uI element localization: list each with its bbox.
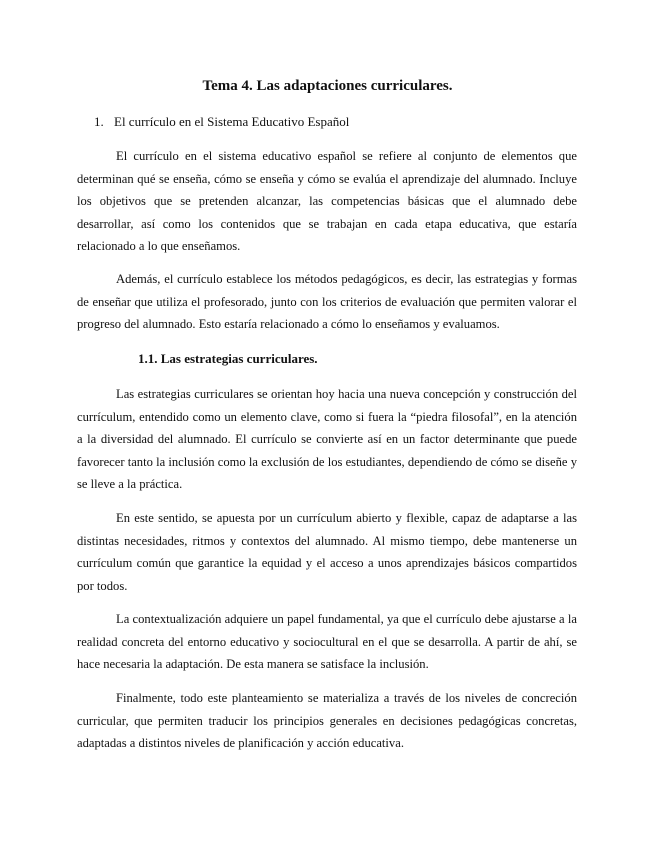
section-heading-text: El currículo en el Sistema Educativo Español — [114, 114, 350, 129]
paragraph-curriculum-abierto: En este sentido, se apuesta por un currículum abierto y flexible, capaz de adaptarse a las distintas necesidades, ritmos y contextos del alumnado. Al mismo tiempo, debe mantenerse un currículum común que garantice la equidad y el acceso a unos aprendizajes básicos compartidos por todos. — [77, 511, 577, 593]
paragraph-curriculo-definicion: El currículo en el sistema educativo español se refiere al conjunto de elementos que determinan qué se enseña, cómo se enseña y cómo se evalúa el aprendizaje del alumnado. Incluye los objetivos que se pretenden alcanzar, las competencias básicas que el alumnado debe desarrollar, así como los contenidos que se trabajan en cada etapa educativa, que estaría relacionado a lo que enseñamos. — [77, 149, 577, 253]
document-title: Tema 4. Las adaptaciones curriculares. — [202, 78, 453, 94]
paragraph-niveles-concrecion: Finalmente, todo este planteamiento se materializa a través de los niveles de concreción curricular, que permiten traducir los principios generales en decisiones pedagógicas concretas, adaptadas a distintos niveles de planificación y acción educativa. — [77, 691, 577, 750]
paragraph-curriculo-metodos: Además, el currículo establece los métodos pedagógicos, es decir, las estrategias y formas de enseñar que utiliza el profesorado, junto con los criterios de evaluación que permiten valorar el progreso del alumnado. Esto estaría relacionado a cómo lo enseñamos y evaluamos. — [77, 272, 577, 331]
paragraph-estrategias: Las estrategias curriculares se orientan hoy hacia una nueva concepción y construcción del currículum, entendido como un elemento clave, como si fuera la “piedra filosofal”, en la atención a la diversidad del alumnado. El currículo se convierte así en un factor determinante que puede favorecer tanto la inclusión como la exclusión de los estudiantes, dependiendo de cómo se diseñe y se lleve a la práctica. — [77, 387, 577, 491]
section-heading-1 — [94, 113, 349, 131]
paragraph-contextualizacion: La contextualización adquiere un papel fundamental, ya que el currículo debe ajustarse a la realidad concreta del entorno educativo y sociocultural en el que se desarrolla. A partir de ahí, se hace necesaria la adaptación. De esta manera se satisface la inclusión. — [77, 612, 577, 671]
subsection-heading-1-1: 1.1. Las estrategias curriculares. — [138, 351, 318, 366]
section-number: 1. — [94, 114, 104, 129]
